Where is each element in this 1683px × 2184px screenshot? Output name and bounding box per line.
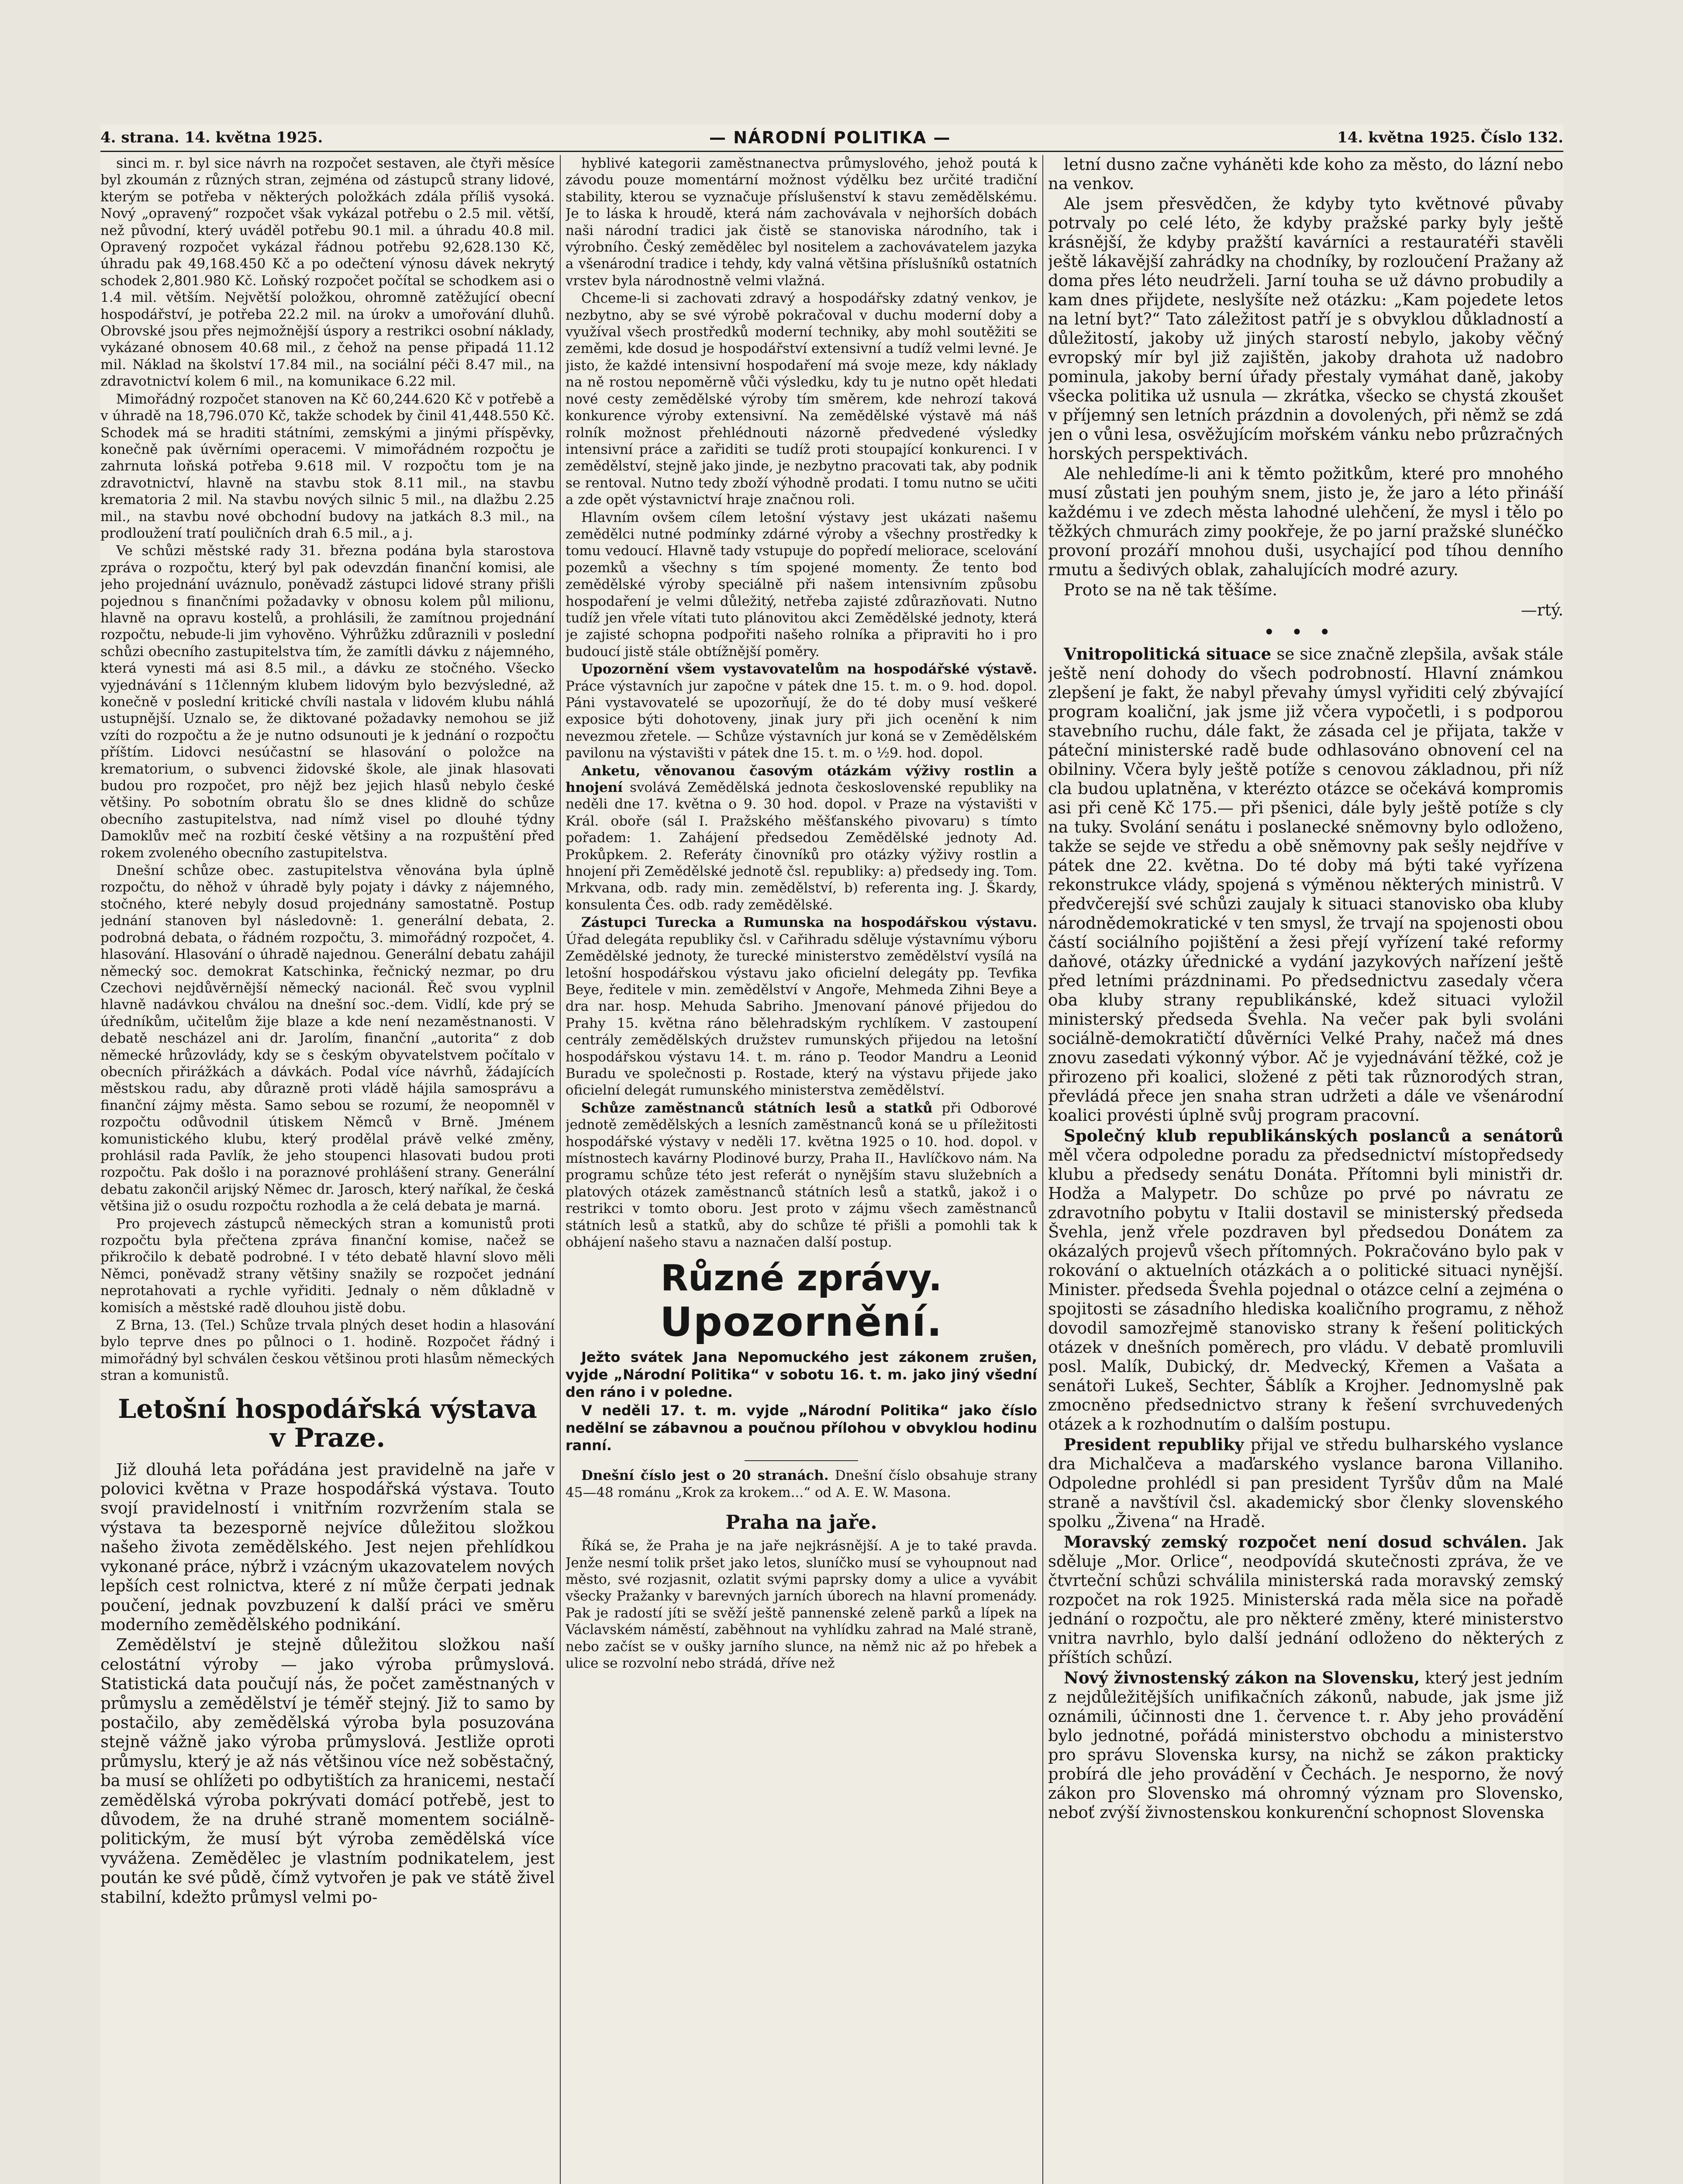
news-body: Jak sděluje „Mor. Orlice“, neodpovídá skutečnosti zpráva, že ve čtvrteční schůzi schválila ministerská rada moravský zemský rozpočet na rok 1925. Ministerská rada měla sice na pořadě jednání o rozpočtu, ale pro některé změny, které ministerstvo vnitra navrhlo, bylo další jednání odloženo do některých z příštích schůzí. [1048, 1533, 1563, 1667]
praha-paragraph: Ale jsem přesvědčen, že kdyby tyto květnové půvaby potrvaly po celé léto, že kdyby pražské parky byly ještě krásnější, že kdyby pražští kavárníci a restauratéři stavěli ještě lákavější zahrádky na chodníky, by rozloučení Pražany až doma přes léto neudrželi. Jarní touha se už dávno probudily a kam dnes přijdete, neslyšíte než otázku: „Kam pojedete letos na letní byt?“ Tato záležitost patří je s obvyklou důkladností a důležitostí, jakoby už jiných starostí nebylo, jakoby věčný evropský mír byl již zajištěn, jakoby drahota už nadobro pominula, jakoby berní úřady přestaly vymáhat daně, jakoby všecka politika už usnula — zkrátka, všecko se chystá zkoušet v příjemný sen letních prázdnin a dovolených, při němž se zdá jen o vůni lesa, osvěžujícím mořském vánku nebo průzračných horských perspektivách. [1048, 194, 1563, 463]
news-body: Úřad delegáta republiky čsl. v Cařihradu sděluje výstavnímu výboru Zemědělské jednoty, že turecké ministerstvo zemědělství vysílá na letošní hospodářskou výstavu jako oficielní delegáty pp. Tevfika Beye, ředitele v min. zemědělství v Angoře, Mehmeda Zihni Beye a dra nar. hosp. Mehuda Sabriho. Jmenovaní pánové přijedou do Prahy 15. května ráno bělehradským rychlíkem. V zastoupení centrály zemědělských družstev rumunských přijedou na letošní hospodářskou výstavu 14. t. m. ráno p. Teodor Mandru a Leonid Buradu ve společnosti p. Rostade, který na výstavu přijede jako oficielní delegát rumunského ministerstva zemědělství. [566, 931, 1037, 1099]
budget-paragraph: Pro projevech zástupců německých stran a komunistů proti rozpočtu byla přečtena zpráva finanční komise, načež se přikročilo k debatě podrobné. I v této debatě hlavní slovo měli Němci, poněvadž strany většiny snažily se rozpočet jednání neprotahovati a rychle vyřiditi. Jednaly o něm důkladně v komisích a městské radě dlouhou jistě dobu. [100, 1216, 555, 1316]
column-3 [1048, 155, 1563, 2184]
newspaper-page [100, 124, 1563, 2184]
news-body: při Odborové jednotě zemědělských a lesních zaměstnanců koná se u příležitosti hospodářské výstavy v neděli 17. května 1925 o 10. hod. dopol. v místnostech kavárny Plodinové burzy, Praha II., Havlíčkovo nám. Na programu schůze této jest referát o nynějším stavu služebních a platových otázek zaměstnanců státních lesů a statků, jakož i o restrikci v tomto oboru. Jest proto v zájmu všech zaměstnanců státních lesů a statků, aby do schůze té přišli a pomohli tak k obhájení našeho stavu a naznačen další postup. [566, 1100, 1037, 1250]
news-item [1048, 1668, 1563, 1822]
news-lead: Upozornění všem vystavovatelům na hospodářské výstavě. [581, 661, 1037, 677]
expo-paragraph: Chceme-li si zachovati zdravý a hospodářsky zdatný venkov, je nezbytno, aby se své výrobě pokračoval v duchu moderní doby a využíval všech prostředků moderní techniky, aby mohl soutěžiti se zeměmi, kde dosud je hospodářství extensivní a tudíž velmi levné. Je jisto, že každé intensivní hospodaření má svoje meze, kdy náklady na ně rostou nepoměrně vůči výsledku, kdy tu je nutno opět hledati nové cesty zemědělské výroby tím směrem, kde nehrozí taková konkurence výroby extensivní. Na zemědělské výstavě má náš rolník možnost přehlédnouti názorně předvedené výsledky intensivní práce a zařiditi se tudíž proti stoupající konkurenci. I v zemědělství, stejně jako jinde, je nezbytno pracovati tak, aby podnik se rentoval. Nutno tedy zboží výhodně prodati. I tomu nutno se učiti a zde opět výstavnictví hraje značnou roli. [566, 290, 1037, 508]
news-lead: Zástupci Turecka a Rumunska na hospodářskou výstavu. [581, 915, 1037, 931]
divider [745, 1460, 858, 1461]
notice-text: Ježto svátek Jana Nepomuckého jest zákonem zrušen, vyjde „Národní Politika“ v sobotu 16. t. m. jako jiný všední den ráno i v poledne. [566, 1349, 1037, 1401]
news-body: který jest jedním z nejdůležitějších unifikačních zákonů, nabude, jak jsme již oznámili, účinnosti dne 1. července t. r. Aby jeho provádění bylo jednotné, pořádá ministerstvo obchodu a ministerstvo pro správu Slovenska kursy, na nichž se zákon prakticky probírá dle jeho provádění v Čechách. Je nesporno, že nový zákon pro Slovensko má ohromný význam pro Slovensko, neboť zvýší živnostenskou konkurenční schopnost Slovenska [1048, 1669, 1563, 1822]
budget-paragraph: Dnešní schůze obec. zastupitelstva věnována byla úplně rozpočtu, do něhož v úhradě byly pojaty i dávky z nájemného, stočného, které nebyly dosud projednány samostatně. Postup jednání stanoven byl následovně: 1. generální debata, 2. podrobná debata, o řádném rozpočtu, 3. mimořádný rozpočet, 4. hlasování. Hlasování o úhradě najednou. Generální debatu zahájil německý soc. demokrat Katschinka, řečnický nezmar, po dru Czechovi nejdůvěrnější německý nacionál. Řeč svou vyplnil hlavně nadávkou chválou na dnešní soc.-dem. Vidlí, kde prý se úředníkům, učitelům žije blaze a kde není nezaměstnanosti. V debatě nescházel ani dr. Jarolím, finanční „autorita“ z dob německé hrůzovlády, kdy se s českým obyvatelstvem počítalo v obecních přirážkách a dávkách. Podal více návrhů, žádajících městskou radu, aby důrazně proti vládě hájila samosprávu a finanční zájmy města. Samo sebou se rozumí, že neopomněl v rozpočtu odůvodnil útiskem Němců v Brně. Jménem komunistického klubu, který prodělal právě velké změny, prohlásil rada Pavlík, že jeho stoupenci hlasovati budou proti rozpočtu. Pak došlo i na poraznové prohlášení strany. Generální debatu zakončil arijský Němec dr. Jarosch, který naříkal, že česká většina již o osudu rozpočtu rozhodla a že celá debata je marná. [100, 863, 555, 1214]
budget-paragraph: Ve schůzi městské rady 31. března podána byla starostova zpráva o rozpočtu, který byl pak odevzdán finanční komisi, ale jeho projednání uváznulo, poněvadž zástupci lidové strany přišli pojednou s finančními požadavky v obnosu kolem půl milionu, hlavně na opravu kostelů, a prohlásili, že zamítnou projednání rozpočtu, nebude-li jim vyhověno. Výhrůžku zdůraznili v poslední schůzi obecního zastupitelstva tím, že zamítli dávku z nájemného, která vynesti má asi 8.5 mil., a dávku ze stočného. Všecko vyjednávání s 11členným klubem lidovým bylo bezvýsledné, až konečně v poslední kritické chvíli nastala v lidovém klubu náhlá ustupnější. Uznalo se, že diktované požadavky nemohou se již vzíti do rozpočtu a že je nutno odsunouti je k jednání o rozpočtu příštím. Lidovci nesúčastní se hlasování o položce na krematorium, o subvenci židovské škole, ale jinak hlasovati budou pro rozpočet, pro nějž bez jejich hlasů nebylo české většiny. Po sobotním obratu šlo se dnes klidně do schůze obecního zastupitelstva, nad nímž visel po dlouhé týdny Damoklův meč na rozbití české většiny a na rozpuštění před rokem zvoleného obecního zastupitelstva. [100, 543, 555, 861]
news-item [566, 914, 1037, 1099]
news-lead: Schůze zaměstnanců státních lesů a statků [581, 1100, 933, 1116]
expo-article [100, 1460, 555, 1907]
notice-text: V neděli 17. t. m. vyjde „Národní Politika“ jako číslo nedělní se zábavnou a poučnou přílohou v obvyklou hodinu ranní. [566, 1402, 1037, 1454]
praha-paragraph: Ale nehledíme-li ani k těmto požitkům, které pro mnohého musí zůstati jen pouhým snem, jisto je, že jaro a léto přináší každému i ve zdech města lahodné ulehčení, že mysl i tělo po těžkých chmurách zimy pookřeje, že po jarní pražské slunéčko provoní prozáří mnohou duši, usychající pod tíhou denního rmutu a šedivých oblak, zahalujících modré azury. [1048, 464, 1563, 579]
news-body: Práce výstavních jur započne v pátek dne 15. t. m. o 9. hod. dopol. Páni vystavovatelé se upozorňují, že do té doby musí veškeré exposice býti dohotoveny, jinak jury při jich ocenění k nim nevezmou zřetele. — Schůze výstavních jur koná se v Zemědělském pavilonu na výstavišti v pátek dne 15. t. m. o ½9. hod. dopol. [566, 678, 1037, 761]
header-left: 4. strana. 14. května 1925. [100, 129, 323, 146]
article-headline [100, 1395, 555, 1452]
star-separator: ••• [1264, 622, 1348, 642]
news-lead: Vnitropolitická situace [1064, 644, 1272, 663]
expo-paragraph: Hlavním ovšem cílem letošní výstavy jest ukázati našemu zemědělci nutné podmínky zdárné výroby a všechny prostředky k tomu vedoucí. Hlavně tady vstupuje do popředí meliorace, scelování pozemků a všechny s tím spojené momenty. Že tento bod zemědělské výroby speciálně při našem intensivním způsobu hospodaření je velmi důležitý, netřeba zajisté zdůrazňovati. Nutno tudíž jen vřele vítati tuto plánovitou akci Zemědělské jednoty, která je zajisté schopna podpořiti našeho rolníka a připraviti ho i pro budoucí jistě stále obtížnější poměry. [566, 509, 1037, 660]
budget-paragraph: Z Brna, 13. (Tel.) Schůze trvala plných deset hodin a hlasování bylo teprve dnes po půlnoci o 1. hodině. Rozpočet řádný i mimořádný byl schválen českou většinou proti hlasům německých stran a komunistů. [100, 1317, 555, 1384]
news-lead: President republiky [1064, 1435, 1244, 1454]
news-item [1048, 1126, 1563, 1434]
author-signature: —rtý. [1521, 601, 1563, 619]
praha-paragraph: letní dusno začne vyháněti kde koho za město, do lázní nebo na venkov. [1048, 155, 1563, 193]
news-body: měl včera odpoledne poradu za předsednictví místopředsedy klubu a předsedy senátu Donáta. Přítomni byli ministři dr. Hodža a Malypetr. Do schůze po prvé po návratu ze zdravotního pobytu v Italii dostavil se ministerský předseda Švehla, jenž vřele pozdraven byl předsedou Donátem za okázalých projevů všech přítomných. Pokračováno bylo pak v rokování o aktuelních otázkách a o politické situaci nynější. Minister. předseda Švehla pojednal o otázce celní a zejména o spojitosti se zásadního hlediska koaličního programu, z něhož dovodil samozřejmě stanovisko strany k řešení politických otázek v dnešních poměrech, pro vládu. V debatě promluvili posl. Malík, Dubický, dr. Medvecký, Křemen a Vašata a senátoři Lukeš, Sechter, Šáblík a Krojher. Jednomyslně pak zmocněno předsednictvo strany k řešení svrchuvedených otázek a k rozhodnutím o dalším postupu. [1048, 1146, 1563, 1434]
news-item [566, 661, 1037, 761]
budget-paragraph: sinci m. r. byl sice návrh na rozpočet sestaven, ale čtyři měsíce byl zkoumán z různých stran, zejména od zástupců strany lidové, kterým se potřeba v některých položkách zdála příliš vysoká. Nový „opravený“ rozpočet však vykázal potřebu o 2.5 mil. větší, než původní, který uváděl potřebu 90.1 mil. a úhradu 40.8 mil. Opravený rozpočet vykázal řádnou potřebu 92,628.130 Kč, úhradu pak 49,168.450 Kč a po odečtení výnosu dávek nekrytý schodek 2,801.980 Kč. Loňský rozpočet počítal se schodkem asi o 1.4 mil. větším. Největší položkou, ohromně zatěžující obecní hospodářství, je potřeba 22.2 mil. na úrokv a umořování dluhů. Obrovské jsou přes nejmožnější úspory a restrikci osobní náklady, vykázané obnosem 40.68 mil., z čehož na pense připadá 11.12 mil. Náklad na školství 17.84 mil., na sociální péči 8.47 mil., na zdravotnictví kolem 6 mil., na komunikace 6.22 mil. [100, 156, 555, 390]
praha-paragraph: Říká se, že Praha je na jaře nejkrásnější. A je to také pravda. Jenže nesmí tolik pršet jako letos, sluníčko musí se vyhoupnout nad město, své rozjasnit, ozlatit svými paprsky domy a ulice a vyvábit všecky Pražanky v barevných jarních úborech na hlavní promenády. Pak je radostí jíti se svěží ještě pannenské zeleně parků a lípek na Václavském náměstí, zaběhnout na vyhlídku zahrad na Malé straně, nebo začíst se v oušky jarního slunce, na němž nic až po hřebek a ulice se rozvolní nebo strádá, dříve než [566, 1538, 1037, 1672]
expo-paragraph: Již dlouhá leta pořádána jest pravidelně na jaře v polovici května v Praze hospodářská výstava. Touto svojí pravidelností i vnitřním rozvržením stala se výstava ta bezesporně nejvíce důležitou složkou našeho života zemědělského. Jest nejen přehlídkou vykonané práce, nýbrž i vzácným ukazovatelem nových lepších cest rolnictva, které z ní může čerpati jednak poučení, jednak povzbuzení k další práci ve směru moderního zemědělského podnikání. [100, 1460, 555, 1634]
news-item [1048, 1532, 1563, 1667]
news-lead: Nový živnostenský zákon na Slovensku, [1064, 1668, 1420, 1687]
budget-paragraph: Mimořádný rozpočet stanoven na Kč 60,244.620 Kč v potřebě a v úhradě na 18,796.070 Kč, takže schodek by činil 41,448.550 Kč. Schodek má se hraditi státními, zemskými a jinými příspěvky, konečně pak úvěrními operacemi. V mimořádném rozpočtu je zahrnuta loňská potřeba 9.618 mil. V rozpočtu tom je na zdravotnictví, hlavně na stavbu stok 8.11 mil., na stavbu krematoria 2 mil. Na stavbu nových silnic 5 mil., na dlažbu 2.25 mil., na stavbu nové obchodní budovy na jatkách 8.3 mil., na prodloužení tratí pouličních drah 6.5 mil., a j. [100, 391, 555, 541]
news-item [1048, 1435, 1563, 1531]
news-body: Dnešní číslo obsahuje strany 45—48 románu „Krok za krokem...“ od A. E. W. Masona. [566, 1468, 1037, 1500]
headline-line-1: Letošní hospodářská výstava [118, 1393, 537, 1424]
expo-paragraph: Zemědělství je stejně důležitou složkou naší celostátní výroby — jako výroba průmyslová. Statistická data poučují nás, že počet zaměstnaných v průmyslu a zemědělství je téměř stejný. Již to samo by postačilo, aby zemědělská výroba byla posuzována stejně vážně jako výroba průmyslová. Jestliže oproti průmyslu, který je až nás většinou více než soběstačný, ba musí se ohlížeti po odbytištích za hranicemi, nestačí zemědělská výroba pokrývati domácí potřebě, jest to důvodem, že na druhé straně momentem sociálně-politickým, že musí být výroba zemědělská více vyvážena. Zemědělec je vlastním podnikatelem, jest poután ke své půdě, čímž vytvořen je pak ve státě živel stabilní, kdežto průmysl velmi po- [100, 1635, 555, 1907]
page-header [100, 124, 1563, 152]
article-headline: Praha na jaře. [725, 1511, 877, 1534]
notice-title: Upozornění. [660, 1299, 943, 1346]
news-lead: Moravský zemský rozpočet není dosud schválen. [1064, 1532, 1528, 1552]
news-body: přijal ve středu bulharského vyslance dra Michalčeva a maďarského vyslance barona Villaniho. Odpoledne prohlédl si pan president Tyršův dům na Malé straně a navštívil čsl. akademický sbor členky slovenského spolku „Živena“ na Hradě. [1048, 1435, 1563, 1531]
news-item [1048, 644, 1563, 1125]
news-lead: Anketu, věnovanou časovým otázkám výživy rostlin a hnojení [566, 763, 1037, 796]
expo-paragraph: hyblivé kategorii zaměstnanectva průmyslového, jehož poutá k závodu pouze momentární možnost výdělku bez určité tradiční stability, kterou se vyznačuje příslušenství k stavu zemědělskému. Je to láska k hroudě, která nám zachovávala v nejhorších dobách naši národní tradici jak čistě se stanoviska národního, tak i výrobního. Český zemědělec byl nositelem a zachovávatelem jazyka a všenárodní tradice i tehdy, kdy valná většina příslušníků ostatních vrstev byla národnostně velmi vlažná. [566, 156, 1037, 289]
news-lead: Společný klub republikánských poslanců a senátorů [1064, 1126, 1563, 1145]
news-body: svolává Zemědělská jednota československé republiky na neděli dne 17. května o 9. 30 hod. dopol. v Praze na výstavišti v Král. oboře (sál I. Pražského měšťanského pivovaru) s tímto pořadem: 1. Zahájení předsedou Zemědělské jednoty Ad. Prokůpkem. 2. Referáty činovníků pro otázky výživy rostlin a hnojení při Zemědělské jednotě čsl. republiky: a) předsedy ing. Tom. Mrkvana, odb. rady min. zemědělství, b) referenta ing. J. Škardy, konsulenta Čes. odb. rady zemědělské. [566, 780, 1037, 913]
column-rule [560, 155, 561, 2184]
news-lead: Dnešní číslo jest o 20 stranách. [581, 1468, 829, 1484]
news-item [566, 1467, 1037, 1501]
headline-line-2: v Praze. [269, 1422, 386, 1453]
news-item [566, 763, 1037, 914]
praha-paragraph: Proto se na ně tak těšíme. [1064, 581, 1277, 599]
header-right: 14. května 1925. Číslo 132. [1337, 129, 1563, 146]
column-2 [566, 155, 1037, 2184]
column-1 [100, 155, 555, 2184]
masthead-title: — NÁRODNÍ POLITIKA — [709, 128, 951, 147]
section-title: Různé zprávy. [660, 1258, 942, 1299]
column-rule [1042, 155, 1043, 2184]
news-item [566, 1100, 1037, 1251]
news-body: se sice značně zlepšila, avšak stále ještě není dohody do všech podrobností. Hlavní známkou zlepšení je fakt, že nabyl převahy úmysl vyřiditi celý zbývající program koaliční, jak jsme již včera vypočetli, i s podporou stavebního ruchu, dále fakt, že zásada cel je přijata, takže v páteční ministerské radě bude odhlasováno obnovení cel na obilniny. Včera byly ještě potíže s cenovou základnou, při níž cla budou uplatněna, v kterézto otázce se očekává kompromis asi při ceně Kč 175.— při pšenici, dále byly ještě potíže s cly na tuky. Svolání senátu i poslanecké sněmovny bylo odloženo, takže se sejde ve středu a obě sněmovny pak sešly nejdříve v pátek dne 22. května. Do té doby má býti také vyřízena rekonstrukce vlády, spojená s výměnou některých ministrů. V předvčerejší své schůzi zaujaly k situaci stanovisko oba kluby národnědemokratické v ten smysl, že trvají na spojenosti obou částí sociálního pojištění a žesi přejí vyřízení také reformy daňové, otázky úřednické a vydání jazykových nařízení ještě před letními prázdninami. Po předsednictvu zasedaly včera oba kluby strany republikánské, kdež situaci vyložil ministerský předseda Švehla. Na večer pak byli svoláni sociálně-demokratičtí důvěrníci Velké Prahy, načež má dnes znovu zasedati výkonný výbor. Ač je vyjednávání těžké, což je přirozeno při koalici, složené z pěti tak různorodých stran, převládá přece jen snaha stran udržeti a dále ve všenárodní koalici provésti úplně svůj program pracovní. [1048, 645, 1563, 1125]
